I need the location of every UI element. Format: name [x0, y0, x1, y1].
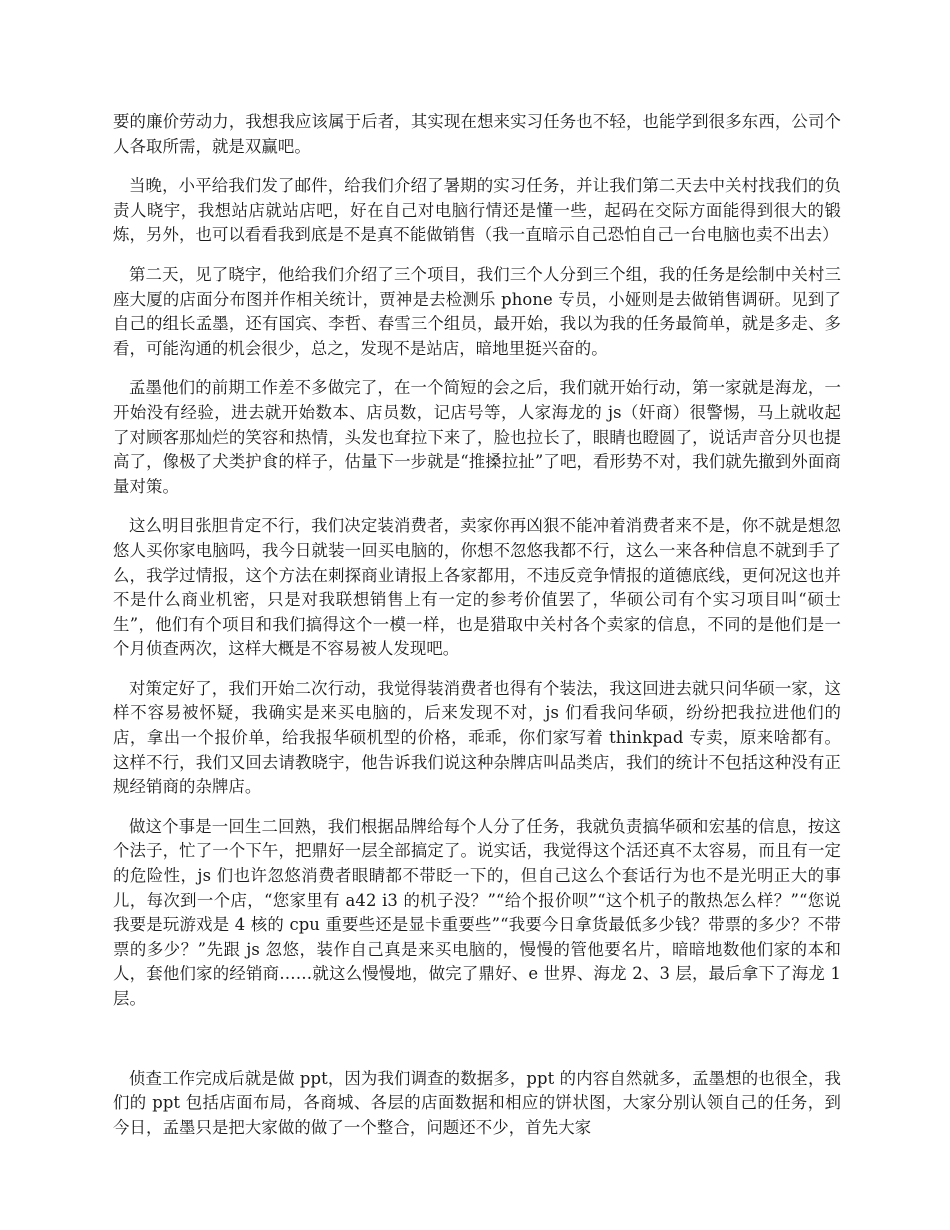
paragraph-7: 做这个事是一回生二回熟，我们根据品牌给每个人分了任务，我就负责搞华硕和宏基的信息，按这个法子，忙了一个下午，把鼎好一层全部搞定了。说实话，我觉得这个活还真不太容易，而且有一定的危险性，js 们也许忽悠消费者眼睛都不带眨一下的，但自己这么个套话行为也不是光明正大的事儿，每次到一个店，“您家里有 a42 i3 的机子没？”“给个报价呗”“这个机子的散热怎么样？”“您说我要是玩游戏是 4 核的 cpu 重要些还是显卡重要些”“我要今日拿货最低多少钱？带票的多少？不带票的多少？”先跟 js 忽悠，装作自己真是来买电脑的，慢慢的管他要名片，暗暗地数他们家的本和人，套他们家的经销商……就这么慢慢地，做完了鼎好、e 世界、海龙 2、3 层，最后拿下了海龙 1 层。: [113, 816, 841, 1008]
document-body: [113, 110, 841, 1155]
paragraph-1: 要的廉价劳动力，我想我应该属于后者，其实现在想来实习任务也不轻，也能学到很多东西，公司个人各取所需，就是双赢吧。: [113, 112, 841, 156]
paragraph-4: 孟墨他们的前期工作差不多做完了，在一个简短的会之后，我们就开始行动，第一家就是海龙，一开始没有经验，进去就开始数本、店员数，记店号等，人家海龙的 js（奸商）很警惕，马上就收起了对顾客那灿烂的笑容和热情，头发也耷拉下来了，脸也拉长了，眼睛也瞪圆了，说话声音分贝也提高了，像极了犬类护食的样子，估量下一步就是“推搡拉扯”了吧，看形势不对，我们就先撤到外面商量对策。: [113, 378, 841, 496]
paragraph-3: 第二天，见了晓宇，他给我们介绍了三个项目，我们三个人分到三个组，我的任务是绘制中关村三座大厦的店面分布图并作相关统计，贾神是去检测乐 phone 专员，小娅则是去做销售调研。见到了自己的组长孟墨，还有国宾、李哲、春雪三个组员，最开始，我以为我的任务最简单，就是多走、多看，可能沟通的机会很少，总之，发现不是站店，暗地里挺兴奋的。: [113, 264, 841, 358]
paragraph-spacer: [113, 1027, 841, 1067]
paragraph-2: 当晚，小平给我们发了邮件，给我们介绍了暑期的实习任务，并让我们第二天去中关村找我们的负责人晓宇，我想站店就站店吧，好在自己对电脑行情还是懂一些，起码在交际方面能得到很大的锻炼，另外，也可以看看我到底是不是真不能做销售（我一直暗示自己恐怕自己一台电脑也卖不出去）: [113, 176, 841, 245]
paragraph-6: 对策定好了，我们开始二次行动，我觉得装消费者也得有个装法，我这回进去就只问华硕一家，这样不容易被怀疑，我确实是来买电脑的，后来发现不对，js 们看我问华硕，纷纷把我拉进他们的店，拿出一个报价单，给我报华硕机型的价格，乖乖，你们家写着 thinkpad 专卖，原来啥都有。这样不行，我们又回去请教晓宇，他告诉我们说这种杂牌店叫品类店，我们的统计不包括这种没有正规经销商的杂牌店。: [113, 678, 841, 797]
paragraph-5: 这么明目张胆肯定不行，我们决定装消费者，卖家你再凶狠不能冲着消费者来不是，你不就是想忽悠人买你家电脑吗，我今日就装一回买电脑的，你想不忽悠我都不行，这么一来各种信息不就到手了么，我学过情报，这个方法在刺探商业请报上各家都用，不违反竞争情报的道德底线，更何况这也并不是什么商业机密，只是对我联想销售上有一定的参考价值罢了，华硕公司有个实习项目叫“硕士生”，他们有个项目和我们搞得这个一模一样，也是猎取中关村各个卖家的信息，不同的是他们是一个月侦查两次，这样大概是不容易被人发现吧。: [113, 516, 841, 659]
paragraph-8: 侦查工作完成后就是做 ppt，因为我们调查的数据多，ppt 的内容自然就多，孟墨想的也很全，我们的 ppt 包括店面布局，各商城、各层的店面数据和相应的饼状图，大家分别认领自己的任务，到今日，孟墨只是把大家做的做了一个整合，问题还不少，首先大家: [113, 1068, 841, 1137]
